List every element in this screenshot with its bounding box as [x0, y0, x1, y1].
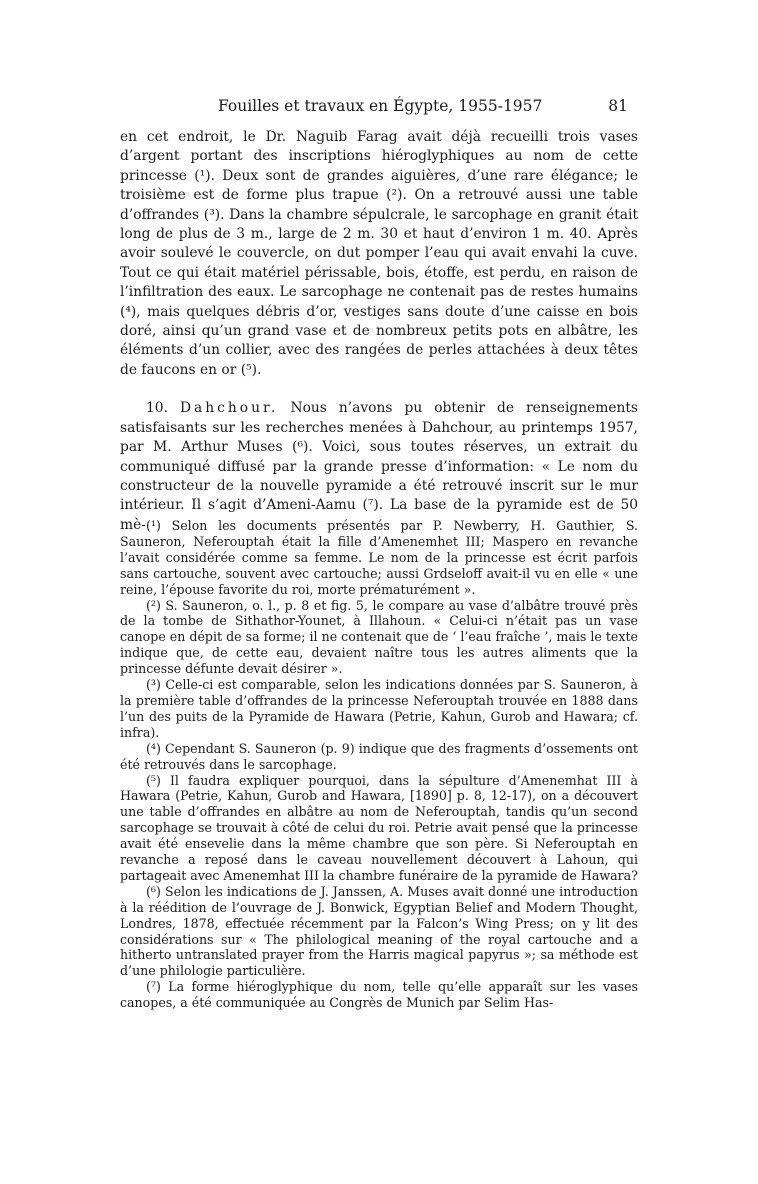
- paragraph-2-text: Nous n’avons pu obtenir de renseignements satisfaisants sur les recherches menées à Dahchour, au printemps 1957, par M. Arthur Muses (⁶). Voici, sous toutes réserves, un extrait du communiqué diffusé par la grande presse d’information: « Le nom du constructeur de la nouvelle pyramide a été retrouvé inscrit sur le mur intérieur. Il s’agit d’Ameni-Aamu (⁷). La base de la pyramide est de 50 mè-: [120, 400, 638, 533]
- footnote-1: (¹) Selon les documents présentés par P. Newberry, H. Gauthier, S. Sauneron, Neferouptah était la fille d’Amenemhet III; Maspero en revanche l’avait considérée comme sa femme. Le nom de la princesse est écrit parfois sans cartouche, souvent avec cartouche; aussi Grdseloff avait-il vu en elle « une reine, l’épouse favorite du roi, morte prématurément ».: [120, 518, 638, 597]
- running-header: [120, 97, 628, 121]
- page-number: 81: [608, 97, 628, 115]
- footnote-4: (⁴) Cependant S. Sauneron (p. 9) indique que des fragments d’ossements ont été retrouvés dans le sarcophage.: [120, 740, 638, 772]
- paragraph-1: en cet endroit, le Dr. Naguib Farag avait déjà recueilli trois vases d’argent portant des inscriptions hiéroglyphiques au nom de cette princesse (¹). Deux sont de grandes aiguières, d’une rare élégance; le troisième est de forme plus trapue (²). On a retrouvé aussi une table d’offrandes (³). Dans la chambre sépulcrale, le sarcophage en granit était long de plus de 3 m., large de 2 m. 30 et haut d’environ 1 m. 40. Après avoir soulevé le couvercle, on dut pomper l’eau qui avait envahi la cuve. Tout ce qui était matériel périssable, bois, étoffe, est perdu, en raison de l’infiltration des eaux. Le sarcophage ne contenait pas de restes humains (⁴), mais quelques débris d’or, vestiges sans doute d’une caisse en bois doré, ainsi qu’un grand vase et de nombreux petits pots en albâtre, les éléments d’un collier, avec des rangées de perles attachées à deux têtes de faucons en or (⁵).: [120, 129, 638, 378]
- section-heading: Dahchour.: [180, 400, 279, 417]
- section-number: 10.: [146, 400, 168, 417]
- footnotes: [120, 518, 638, 1011]
- footnote-6: (⁶) Selon les indications de J. Janssen, A. Muses avait donné une introduction à la réédition de l’ouvrage de J. Bonwick, Egyptian Belief and Modern Thought, Londres, 1878, effectuée récemment par la Falcon’s Wing Press; on y lit des considérations sur « The philological meaning of the royal cartouche and a hitherto untranslated prayer from the Harris magical papyrus »; sa méthode est d’une philologie particulière.: [120, 883, 638, 979]
- running-title: Fouilles et travaux en Égypte, 1955-1957: [218, 97, 543, 115]
- main-text: [120, 128, 638, 535]
- paragraph-2: [120, 399, 638, 535]
- footnote-2: (²) S. Sauneron, o. l., p. 8 et fig. 5, le compare au vase d’albâtre trouvé près de la tombe de Sithathor-Younet, à Illahoun. « Celui-ci n’était pas un vase canope en dépit de sa forme; il ne contenait que de ‘ l’eau fraîche ’, mais le texte indique que, de cette eau, devaient naître tous les autres aliments que la princesse défunte devait désirer ».: [120, 597, 638, 677]
- footnote-3: (³) Celle-ci est comparable, selon les indications données par S. Sauneron, à la première table d’offrandes de la princesse Neferouptah trouvée en 1888 dans l’un des puits de la Pyramide de Hawara (Petrie, Kahun, Gurob and Hawara; cf. infra).: [120, 677, 638, 740]
- footnote-7: (⁷) La forme hiéroglyphique du nom, telle qu’elle apparaît sur les vases canopes, a été communiquée au Congrès de Munich par Selim Has-: [120, 979, 638, 1011]
- footnote-5: (⁵) Il faudra expliquer pourquoi, dans la sépulture d’Amenemhat III à Hawara (Petrie, Kahun, Gurob and Hawara, [1890] p. 8, 12-17), on a découvert une table d’offrandes en albâtre au nom de Neferouptah, tandis qu’un second sarcophage se trouvait à côté de celui du roi. Petrie avait pensé que la princesse avait été ensevelie dans la même chambre que son père. Si Neferouptah en revanche a reposé dans le caveau nouvellement découvert à Lahoun, qui partageait avec Amenemhat III la chambre funéraire de la pyramide de Hawara?: [120, 772, 638, 883]
